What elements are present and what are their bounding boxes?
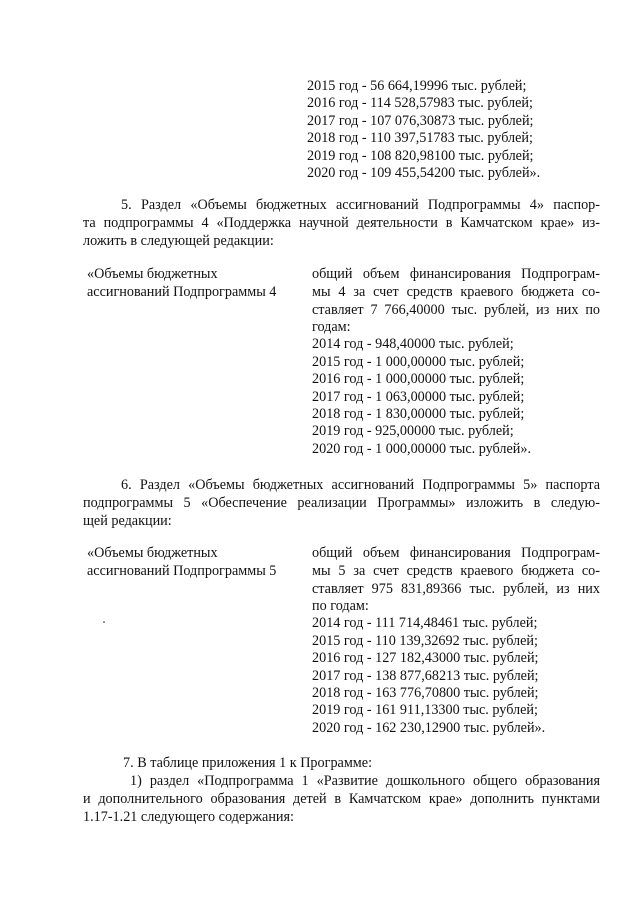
section6-left-label-1: «Объемы бюджетных	[87, 545, 218, 561]
list-item: 2016 год - 127 182,43000 тыс. рублей;	[312, 650, 539, 667]
list-item: 2019 год - 108 820,98100 тыс. рублей;	[307, 147, 534, 164]
top-years-list	[307, 78, 540, 182]
section5-left-label-1: «Объемы бюджетных	[87, 266, 218, 282]
section7-heading: 7. В таблице приложения 1 к Программе:	[123, 755, 373, 771]
section5-para-line3: ложить в следующей редакции:	[83, 233, 274, 249]
scan-speck	[103, 621, 105, 623]
list-item: 2017 год - 1 063,00000 тыс. рублей;	[312, 388, 525, 405]
section7-para-line3: 1.17-1.21 следующего содержания:	[83, 809, 294, 825]
list-item: по годам:	[312, 598, 369, 614]
section6-para-line2: подпрограммы 5 «Обеспечение реализации Программы» изложить в следую-	[83, 495, 600, 511]
list-item: 2018 год - 110 397,51783 тыс. рублей;	[307, 130, 533, 147]
section6-right-line3: ставляет 975 831,89366 тыс. рублей, из них	[312, 581, 600, 597]
section6-para-line3: щей редакции:	[83, 513, 172, 529]
list-item: 2016 год - 1 000,00000 тыс. рублей;	[312, 371, 525, 388]
list-item: 2017 год - 107 076,30873 тыс. рублей;	[307, 112, 534, 129]
section6-para-line1: 6. Раздел «Объемы бюджетных ассигнований Подпрограммы 5» паспорта	[121, 477, 600, 493]
list-item: 2020 год - 162 230,12900 тыс. рублей».	[312, 719, 546, 736]
list-item: 2015 год - 110 139,32692 тыс. рублей;	[312, 632, 538, 649]
list-item: 2014 год - 948,40000 тыс. рублей;	[312, 336, 514, 353]
section6-right-line2: мы 5 за счет средств краевого бюджета со-	[312, 563, 600, 579]
section5-right-line2: мы 4 за счет средств краевого бюджета со-	[312, 284, 600, 300]
list-item: 2016 год - 114 528,57983 тыс. рублей;	[307, 95, 533, 112]
list-item: 2020 год - 109 455,54200 тыс. рублей».	[307, 164, 541, 181]
section5-para-line1: 5. Раздел «Объемы бюджетных ассигнований Подпрограммы 4» паспор-	[121, 197, 600, 213]
list-item: 2015 год - 1 000,00000 тыс. рублей;	[312, 353, 525, 370]
list-item: годам:	[312, 319, 351, 335]
list-item: 2014 год - 111 714,48461 тыс. рублей;	[312, 615, 538, 632]
section6-left-label-2: ассигнований Подпрограммы 5	[87, 563, 277, 579]
section5-years-list	[312, 319, 531, 458]
section5-right-line3: ставляет 7 766,40000 тыс. рублей, из них по	[312, 302, 600, 318]
section7-para-line1: 1) раздел «Подпрограмма 1 «Развитие дошкольного общего образования	[130, 773, 600, 789]
list-item: 2018 год - 163 776,70800 тыс. рублей;	[312, 684, 539, 701]
section7-para-line2: и дополнительного образования детей в Камчатском крае» дополнить пунктами	[83, 791, 600, 807]
list-item: 2018 год - 1 830,00000 тыс. рублей;	[312, 405, 525, 422]
section5-left-label-2: ассигнований Подпрограммы 4	[87, 284, 277, 300]
list-item: 2019 год - 161 911,13300 тыс. рублей;	[312, 702, 538, 719]
list-item: 2017 год - 138 877,68213 тыс. рублей;	[312, 667, 539, 684]
list-item: 2020 год - 1 000,00000 тыс. рублей».	[312, 440, 532, 457]
section5-para-line2: та подпрограммы 4 «Поддержка научной деятельности в Камчатском крае» из-	[83, 215, 600, 231]
list-item: 2015 год - 56 664,19996 тыс. рублей;	[307, 78, 527, 94]
section6-right-line1: общий объем финансирования Подпрограм-	[312, 545, 600, 561]
list-item: 2019 год - 925,00000 тыс. рублей;	[312, 423, 514, 440]
section5-right-line1: общий объем финансирования Подпрограм-	[312, 266, 600, 282]
section6-years-list	[312, 598, 545, 737]
